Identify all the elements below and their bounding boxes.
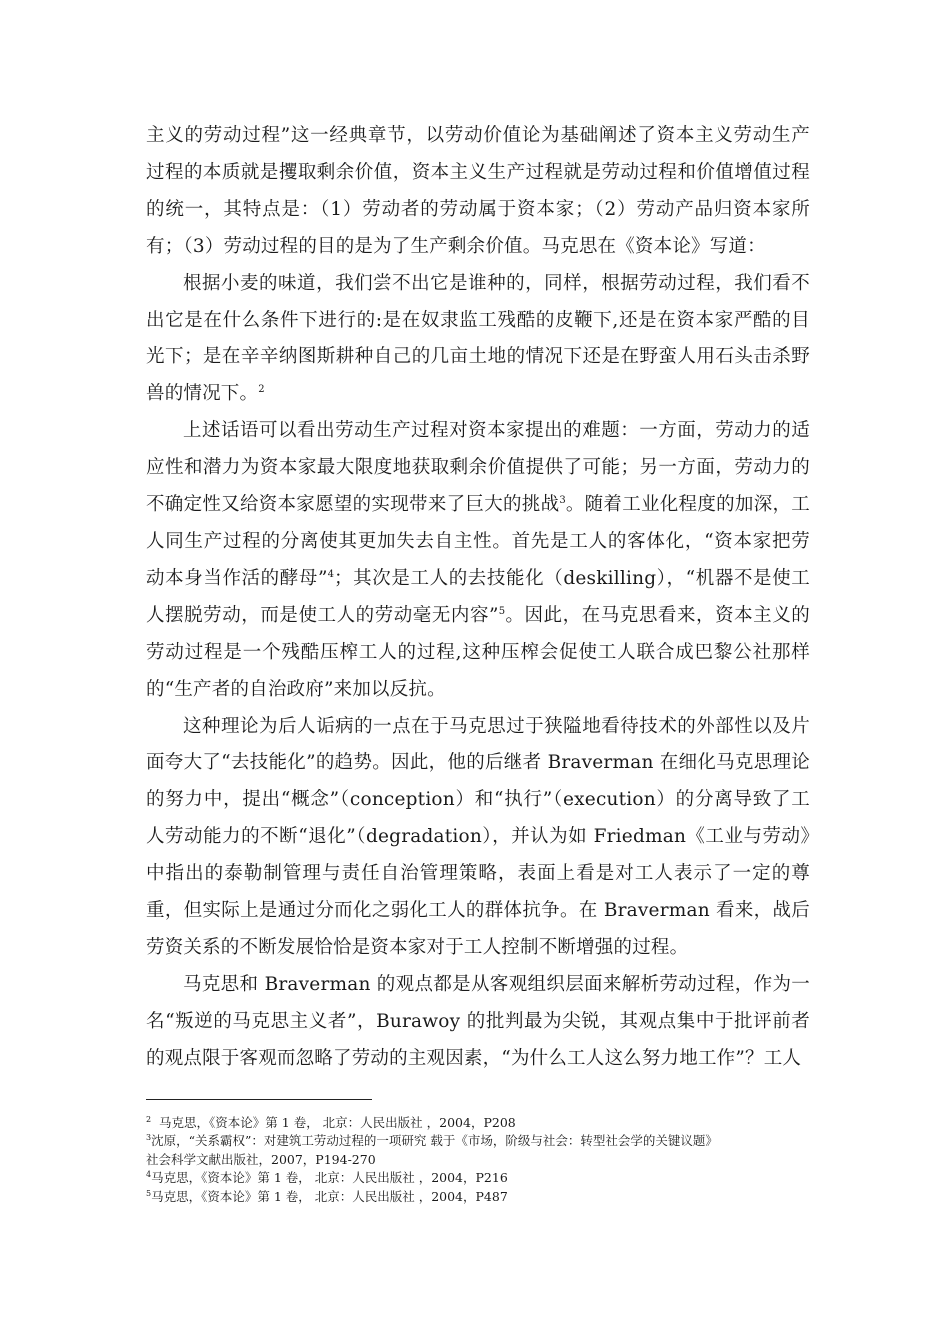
- footnote-number: 5: [146, 1188, 152, 1198]
- footnote-text: 马克思，《资本论》第 1 卷， 北京：人民出版社 ，2004，P487: [151, 1188, 508, 1204]
- paragraph-3-segment-1: 上述话语可以看出劳动生产过程对资本家提出的难题：一方面，劳动力的适应性和潜力为资本家最大限度地获取剩余价值提供了可能；另一方面，劳动力的不确定性又给资本家愿望的实现带来了巨大的挑战: [146, 420, 810, 516]
- paragraph-4: [146, 709, 810, 967]
- footnote-text: 马克思，《资本论》第 1 卷， 北京：人民出版社 ，2004，P208: [159, 1115, 516, 1130]
- paragraph-4-text: 这种理论为后人诟病的一点在于马克思过于狭隘地看待技术的外部性以及片面夸大了“去技能化”的趋势。因此，他的后继者 Braverman 在细化马克思理论的努力中，提出“概念”（conception）和“执行”（execution）的分离导致了工人劳动能力的不断“退化”（degradation），并认为如 Friedman《工业与劳动》中指出的泰勒制管理与责任自治管理策略，表面上看是对工人表示了一定的尊重，但实际上是通过分而化之弱化工人的群体抗争。在 Braverman 看来，战后劳资关系的不断发展恰恰是资本家对于工人控制不断增强的过程。: [146, 715, 810, 958]
- paragraph-1: [146, 118, 810, 266]
- paragraph-3: [146, 413, 810, 708]
- footnote-ref-4[interactable]: 4: [327, 568, 335, 580]
- block-quote-text: 根据小麦的味道，我们尝不出它是谁种的，同样，根据劳动过程，我们看不出它是在什么条件下进行的:是在奴隶监工残酷的皮鞭下,还是在资本家严酷的目光下；是在辛辛纳图斯耕种自己的几亩土地的情况下还是在野蛮人用石头击杀野兽的情况下。: [146, 272, 810, 405]
- footnote-5: [146, 1188, 836, 1206]
- footnote-number: 3: [146, 1133, 152, 1143]
- footnote-ref-5[interactable]: 5: [498, 605, 506, 617]
- paragraph-5-text: 马克思和 Braverman 的观点都是从客观组织层面来解析劳动过程，作为一名“叛逆的马克思主义者”，Burawoy 的批判最为尖锐，其观点集中于批评前者的观点限于客观而忽略了劳动的主观因素，“为什么工人这么努力地工作”？工人: [146, 973, 810, 1069]
- paragraph-3-segment-3: ；其次是工人的去技能化（deskilling），“机器不是使工人摆脱劳动，而是使工人的劳动毫无内容”: [146, 567, 810, 626]
- footnote-number: 2: [146, 1114, 152, 1124]
- paragraph-5: [146, 967, 810, 1078]
- footnote-4: [146, 1169, 836, 1187]
- paragraph-3-segment-2: 。随着工业化程度的加深，工人同生产过程的分离使其更加失去自主性。首先是工人的客体化，“资本家把劳动本身当作活的酵母”: [146, 494, 810, 589]
- paragraph-3-segment-4: 。因此，在马克思看来，资本主义的劳动过程是一个残酷压榨工人的过程,这种压榨会促使工人联合成巴黎公社那样的“生产者的自治政府”来加以反抗。: [146, 604, 811, 700]
- footnote-text-line-2: 社会科学文献出版社，2007，P194-270: [146, 1151, 376, 1167]
- footnote-text: 马克思，《资本论》第 1 卷， 北京：人民出版社 ，2004，P216: [151, 1170, 508, 1186]
- footnote-2: [146, 1114, 836, 1132]
- footnote-3: [146, 1132, 836, 1169]
- footnote-separator: [146, 1099, 372, 1100]
- footnote-ref-2[interactable]: 2: [258, 384, 265, 396]
- paragraph-1-text: 主义的劳动过程”这一经典章节，以劳动价值论为基础阐述了资本主义劳动生产过程的本质就是攫取剩余价值，资本主义生产过程就是劳动过程和价值增值过程的统一，其特点是：（1）劳动者的劳动属于资本家；（2）劳动产品归资本家所有；（3）劳动过程的目的是为了生产剩余价值。马克思在《资本论》写道：: [146, 125, 810, 257]
- body-text: [146, 118, 810, 1078]
- footnote-ref-3[interactable]: 3: [559, 494, 566, 506]
- footnotes: [146, 1114, 836, 1206]
- block-quote: [146, 266, 810, 414]
- footnote-number: 4: [146, 1170, 152, 1180]
- footnote-text: 沈原，“关系霸权”：对建筑工劳动过程的一项研究 载于《市场，阶级与社会：转型社会学的关键议题》: [151, 1133, 718, 1149]
